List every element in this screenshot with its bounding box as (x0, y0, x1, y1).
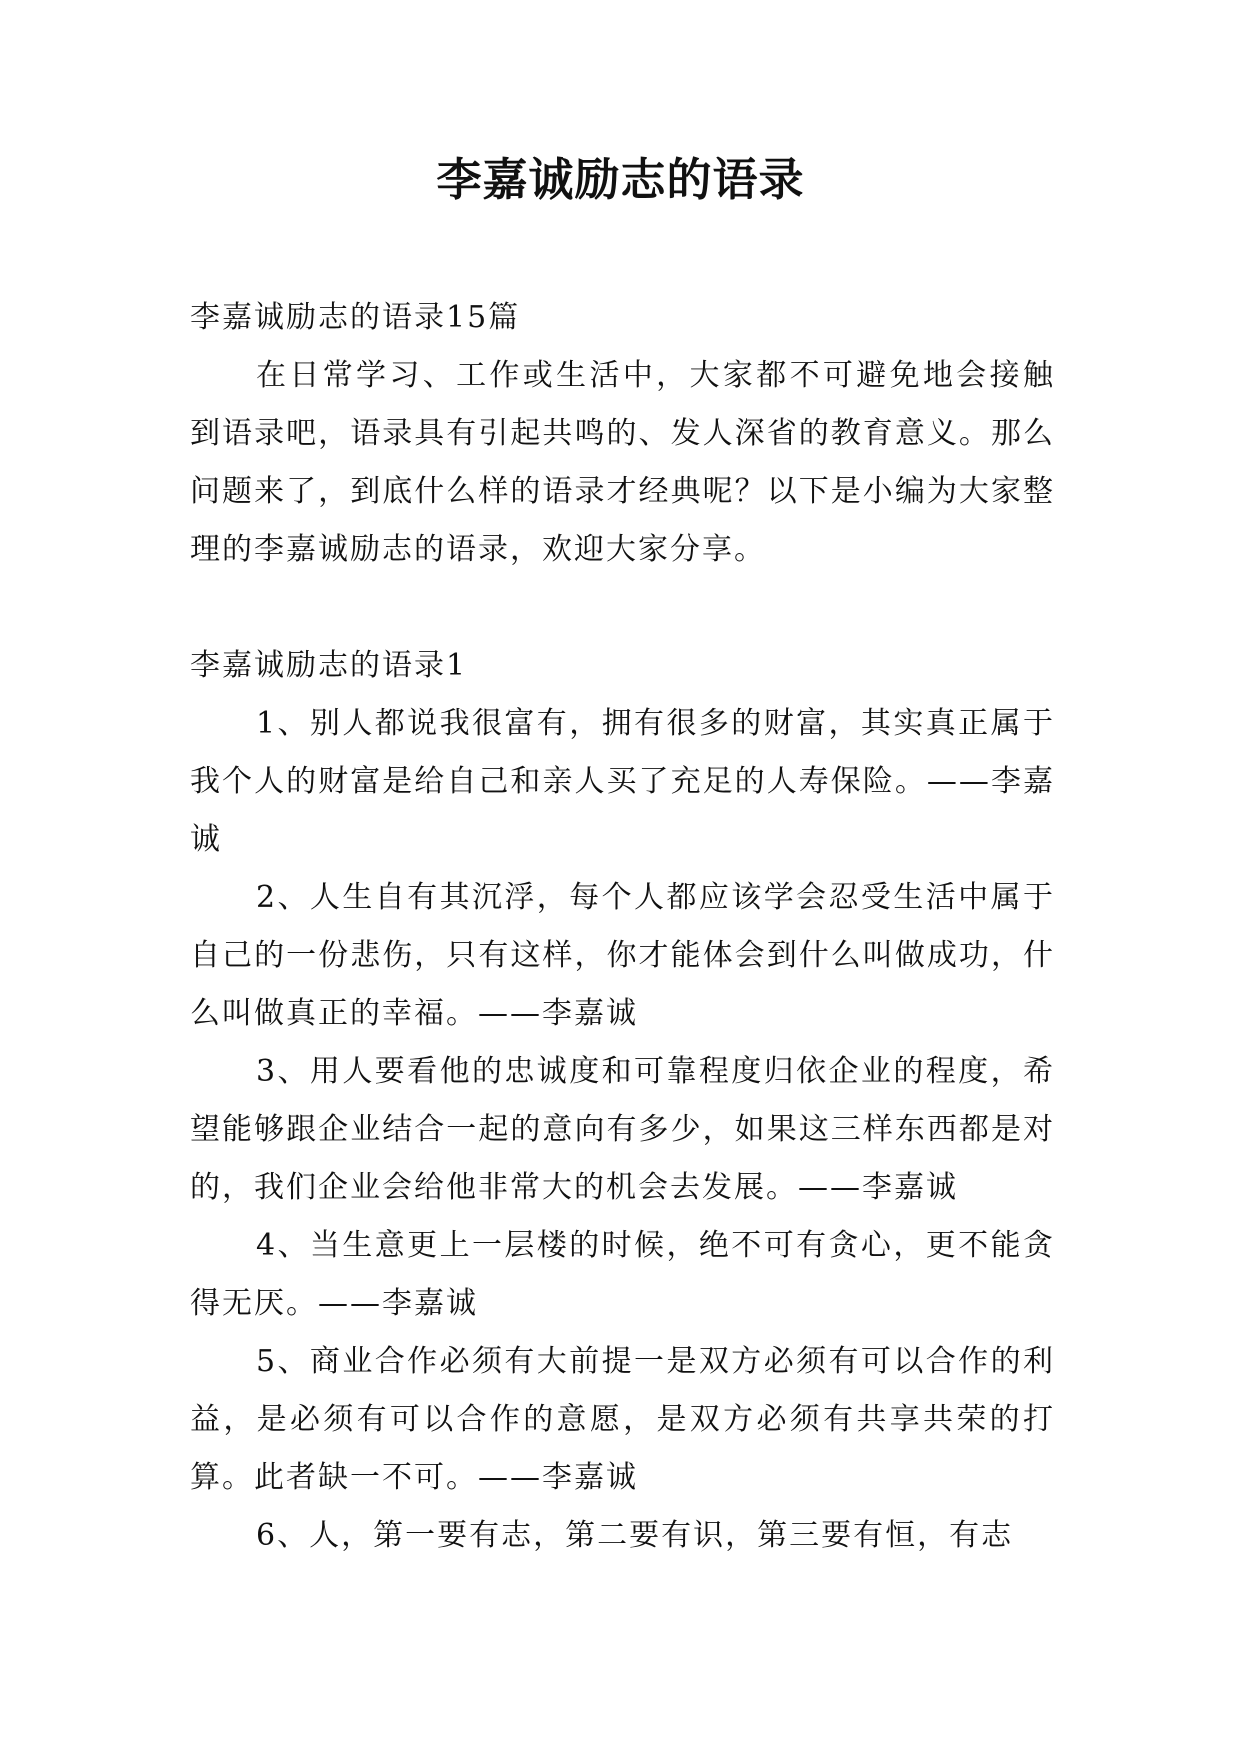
quote-item: 3、用人要看他的忠诚度和可靠程度归依企业的程度，希望能够跟企业结合一起的意向有多少，如果这三样东西都是对的，我们企业会给他非常大的机会去发展。——李嘉诚 (190, 1054, 1055, 1205)
paragraph-spacer (190, 579, 1055, 637)
document-body (190, 289, 1055, 1565)
section-heading: 李嘉诚励志的语录1 (190, 648, 468, 683)
intro-paragraph: 在日常学习、工作或生活中，大家都不可避免地会接触到语录吧，语录具有引起共鸣的、发人深省的教育意义。那么问题来了，到底什么样的语录才经典呢？以下是小编为大家整理的李嘉诚励志的语录，欢迎大家分享。 (190, 358, 1055, 567)
page-title: 李嘉诚励志的语录 (436, 153, 805, 206)
quote-item: 2、人生自有其沉浮，每个人都应该学会忍受生活中属于自己的一份悲伤，只有这样，你才能体会到什么叫做成功，什么叫做真正的幸福。——李嘉诚 (190, 880, 1055, 1031)
quote-item: 1、别人都说我很富有，拥有很多的财富，其实真正属于我个人的财富是给自己和亲人买了充足的人寿保险。——李嘉诚 (190, 706, 1055, 857)
quote-item: 5、商业合作必须有大前提一是双方必须有可以合作的利益，是必须有可以合作的意愿，是双方必须有共享共荣的打算。此者缺一不可。——李嘉诚 (190, 1344, 1055, 1495)
document-subtitle: 李嘉诚励志的语录15篇 (190, 300, 521, 335)
quote-item: 4、当生意更上一层楼的时候，绝不可有贪心，更不能贪得无厌。——李嘉诚 (190, 1228, 1055, 1321)
quote-item: 6、人，第一要有志，第二要有识，第三要有恒，有志 (256, 1518, 1014, 1553)
